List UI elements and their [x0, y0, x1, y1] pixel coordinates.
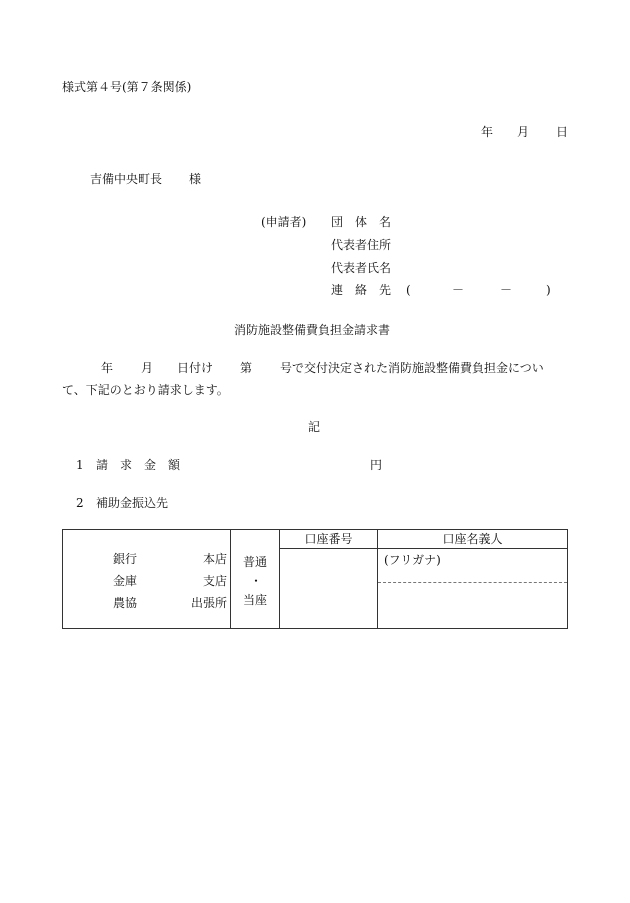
- item1-unit: 円: [370, 458, 383, 472]
- branch-main: 本店: [203, 552, 228, 566]
- contact-dash-1: －: [452, 283, 465, 297]
- form-number: 様式第４号(第７条関係): [62, 80, 192, 94]
- account-type-cell: [231, 530, 280, 629]
- item2-number: 2: [76, 496, 84, 510]
- branch-office: 出張所: [191, 596, 228, 610]
- addressee-honorific: 様: [189, 172, 202, 186]
- rep-address-label: 代表者住所: [331, 238, 392, 252]
- account-holder-header: 口座名義人: [378, 530, 568, 549]
- item2-label: 補助金振込先: [96, 496, 169, 510]
- date-year-label: 年: [481, 125, 494, 139]
- account-number-header: 口座番号: [280, 530, 378, 549]
- org-name-label: 団 体 名: [331, 215, 392, 229]
- contact-dash-2: －: [500, 283, 513, 297]
- contact-label: 連 絡 先: [331, 283, 392, 297]
- furigana-row: [378, 549, 567, 583]
- body-line2: て、下記のとおり請求します。: [62, 383, 229, 397]
- account-type-toza: 当座: [243, 593, 268, 607]
- account-type-separator: ・: [250, 574, 263, 588]
- body-year: 年: [101, 361, 114, 375]
- contact-paren-open: (: [406, 283, 411, 297]
- document-title: 消防施設整備費負担金請求書: [234, 323, 391, 337]
- institution-shinkin: 金庫: [113, 574, 138, 588]
- account-type-futsu: 普通: [243, 555, 268, 569]
- account-number-field[interactable]: [280, 549, 378, 629]
- body-dated: 日付け: [177, 361, 214, 375]
- account-holder-field[interactable]: [378, 549, 568, 629]
- institution-bank: 銀行: [113, 552, 138, 566]
- rep-name-label: 代表者氏名: [331, 261, 392, 275]
- date-month-label: 月: [517, 125, 530, 139]
- body-line1-rest: 号で交付決定された消防施設整備費負担金につい: [280, 361, 544, 375]
- date-day-label: 日: [556, 125, 569, 139]
- body-no-prefix: 第: [240, 361, 253, 375]
- branch-branch: 支店: [203, 574, 228, 588]
- applicant-label: (申請者): [261, 215, 307, 229]
- body-month: 月: [141, 361, 154, 375]
- ki-heading: 記: [308, 420, 321, 434]
- institution-nokyo: 農協: [113, 596, 138, 610]
- item1-number: 1: [76, 458, 84, 472]
- furigana-label: (フリガナ): [384, 553, 441, 567]
- item1-label: 請 求 金 額: [96, 458, 181, 472]
- contact-paren-close: ): [546, 283, 551, 297]
- institution-cell: [63, 530, 231, 629]
- bank-transfer-table: [62, 529, 568, 629]
- addressee-name: 吉備中央町長: [90, 172, 163, 186]
